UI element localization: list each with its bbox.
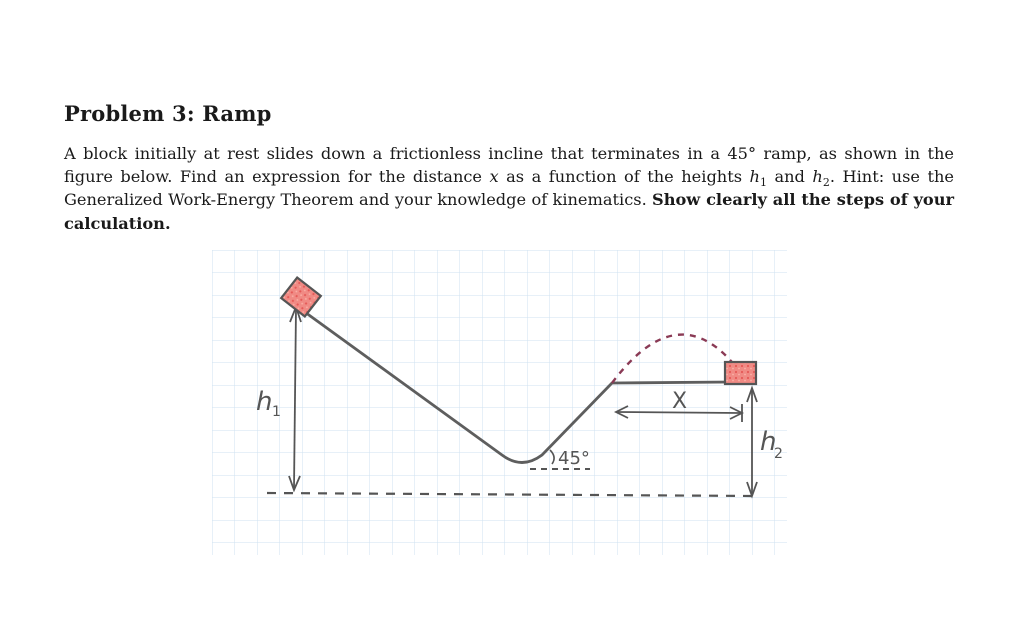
variable-h2: h <box>812 167 823 187</box>
problem-statement <box>64 142 954 235</box>
x-label: X <box>672 389 688 414</box>
variable-h1-subscript: 1 <box>759 176 767 190</box>
svg-text:1: 1 <box>272 404 281 420</box>
variable-h1: h <box>749 167 760 187</box>
statement-hint: . Hint: use the Generalized Work-Energy Theorem and your knowledge of kinematics. <box>64 167 954 210</box>
statement-emphasis: Show clearly all the steps of your calculation. <box>64 190 954 233</box>
statement-mid: as a function of the heights <box>498 167 750 187</box>
svg-text:2: 2 <box>774 446 783 462</box>
statement-and: and <box>766 167 813 187</box>
statement-intro: A block initially at rest slides down a frictionless incline that terminates in a 45° ramp, as shown in the figure below. Find an expression for the distance <box>64 144 954 187</box>
variable-h2-subscript: 2 <box>822 176 830 190</box>
landing-block <box>725 362 756 384</box>
angle-label: 45° <box>558 448 590 469</box>
variable-x: x <box>489 167 499 187</box>
ramp-diagram <box>212 250 787 555</box>
problem-title: Problem 3: Ramp <box>64 101 272 126</box>
ramp-figure <box>212 250 787 555</box>
svg-text:h: h <box>760 427 777 457</box>
svg-text:h: h <box>256 387 273 417</box>
